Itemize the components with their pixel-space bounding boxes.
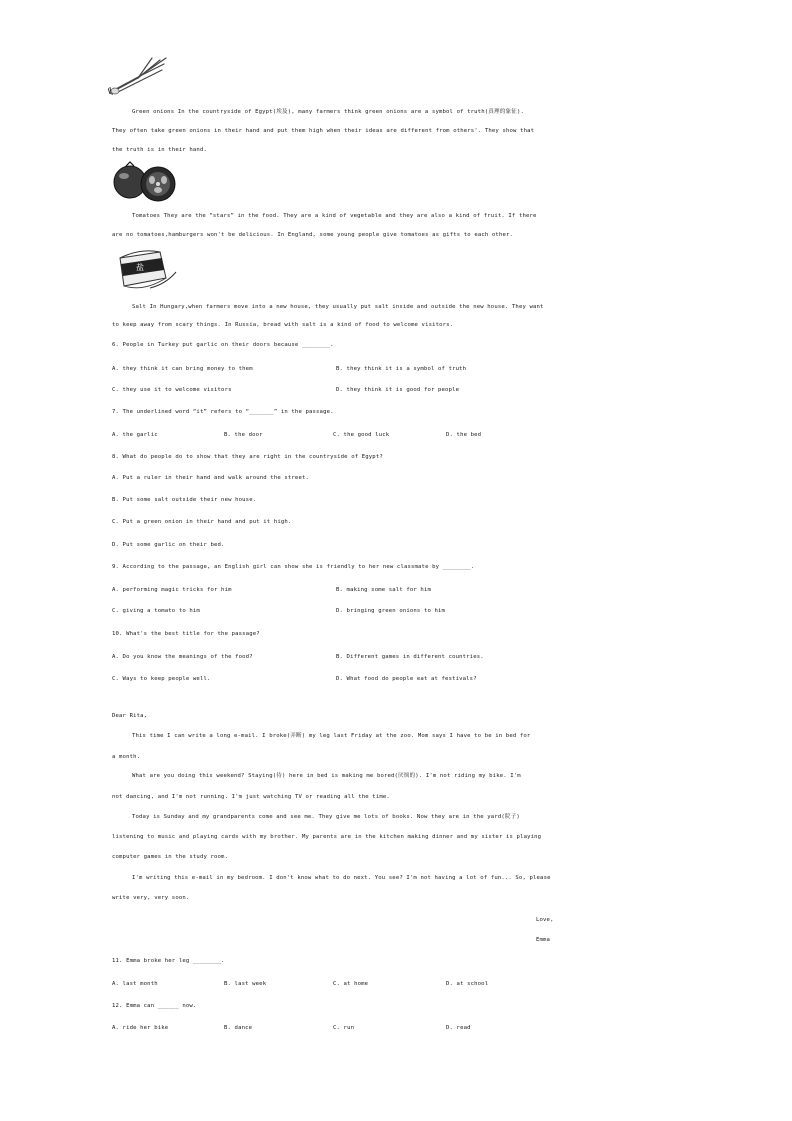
option-7a: A. the garlic — [112, 432, 158, 438]
option-9c: C. giving a tomato to him — [112, 608, 200, 614]
letter-line: not dancing, and I'm not running. I'm just watching TV or reading all the time. — [112, 794, 390, 800]
letter-line: I'm writing this e-mail in my bedroom. I don't know what to do next. You see? I'm not having a lot of fun... So, please — [132, 875, 551, 881]
letter-closing: Love, — [536, 917, 554, 923]
question-7: 7. The underlined word “it” refers to “_______” in the passage. — [112, 409, 334, 415]
passage-line: the truth is in their hand. — [112, 147, 207, 153]
passage-line: to keep away from scary things. In Russia, bread with salt is a kind of food to welcome visitors. — [112, 322, 454, 328]
letter-signature: Emma — [536, 937, 551, 943]
option-6a: A. they think it can bring money to them — [112, 366, 253, 372]
letter-greeting: Dear Rita, — [112, 713, 148, 719]
option-12b: B. dance — [224, 1025, 253, 1031]
option-12a: A. ride her bike — [112, 1025, 169, 1031]
letter-line: listening to music and playing cards with my brother. My parents are in the kitchen making dinner and my sister is playing — [112, 834, 542, 840]
option-9b: B. making some salt for him — [336, 587, 431, 593]
option-11b: B. last week — [224, 981, 267, 987]
option-10d: D. What food do people eat at festivals? — [336, 676, 477, 682]
question-8: 8. What do people do to show that they are right in the countryside of Egypt? — [112, 454, 383, 460]
option-11c: C. at home — [333, 981, 369, 987]
option-10b: B. Different games in different countries. — [336, 654, 484, 660]
option-6b: B. they think it is a symbol of truth — [336, 366, 467, 372]
option-7d: D. the bed — [446, 432, 482, 438]
passage-line: Salt In Hungary,when farmers move into a new house, they usually put salt inside and outside the new house. They want — [132, 304, 544, 310]
option-8a: A. Put a ruler in their hand and walk around the street. — [112, 475, 309, 481]
option-8d: D. Put some garlic on their bed. — [112, 542, 225, 548]
salt-label-icon: 盐 — [136, 263, 144, 272]
letter-line: computer games in the study room. — [112, 854, 229, 860]
passage-line: are no tomatoes,hamburgers won't be delicious. In England, some young people give tomatoes as gifts to each other. — [112, 232, 514, 238]
option-12c: C. run — [333, 1025, 355, 1031]
option-8c: C. Put a green onion in their hand and put it high. — [112, 519, 292, 525]
option-9a: A. performing magic tricks for him — [112, 587, 232, 593]
option-11d: D. at school — [446, 981, 489, 987]
question-11: 11. Emma broke her leg ________. — [112, 958, 225, 964]
option-11a: A. last month — [112, 981, 158, 987]
passage-line: Tomatoes They are the “stars” in the food. They are a kind of vegetable and they are also a kind of fruit. If there — [132, 213, 537, 219]
option-6d: D. they think it is good for people — [336, 387, 460, 393]
option-7b: B. the door — [224, 432, 263, 438]
option-10a: A. Do you know the meanings of the food? — [112, 654, 253, 660]
letter-line: What are you doing this weekend? Staying(待) here in bed is making me bored(厌烦的). I'm not riding my bike. I'm — [132, 773, 521, 779]
question-10: 10. What's the best title for the passage? — [112, 631, 260, 637]
option-9d: D. bringing green onions to him — [336, 608, 446, 614]
option-7c: C. the good luck — [333, 432, 390, 438]
passage-line: They often take green onions in their hand and put them high when their ideas are different from others'. They show that — [112, 128, 535, 134]
tomato-image — [110, 158, 182, 204]
question-12: 12. Emma can ______ now. — [112, 1003, 197, 1009]
option-8b: B. Put some salt outside their new house. — [112, 497, 257, 503]
option-6c: C. they use it to welcome visitors — [112, 387, 232, 393]
letter-line: This time I can write a long e-mail. I broke(弄断) my leg last Friday at the zoo. Mom says I have to be in bed for — [132, 733, 531, 739]
question-9: 9. According to the passage, an English girl can show she is friendly to her new classmate by ________. — [112, 564, 475, 570]
question-6: 6. People in Turkey put garlic on their doors because ________. — [112, 342, 334, 348]
letter-line: write very, very soon. — [112, 895, 190, 901]
option-10c: C. Ways to keep people well. — [112, 676, 211, 682]
letter-line: a month. — [112, 754, 141, 760]
passage-line: Green onions In the countryside of Egypt(埃及), many farmers think green onions are a symbol of truth(真理的象征). — [132, 109, 524, 115]
option-12d: D. read — [446, 1025, 471, 1031]
salt-image — [110, 244, 180, 294]
letter-line: Today is Sunday and my grandparents come and see me. They give me lots of books. Now they are in the yard(院子) — [132, 814, 520, 820]
green-onion-image — [108, 54, 168, 96]
